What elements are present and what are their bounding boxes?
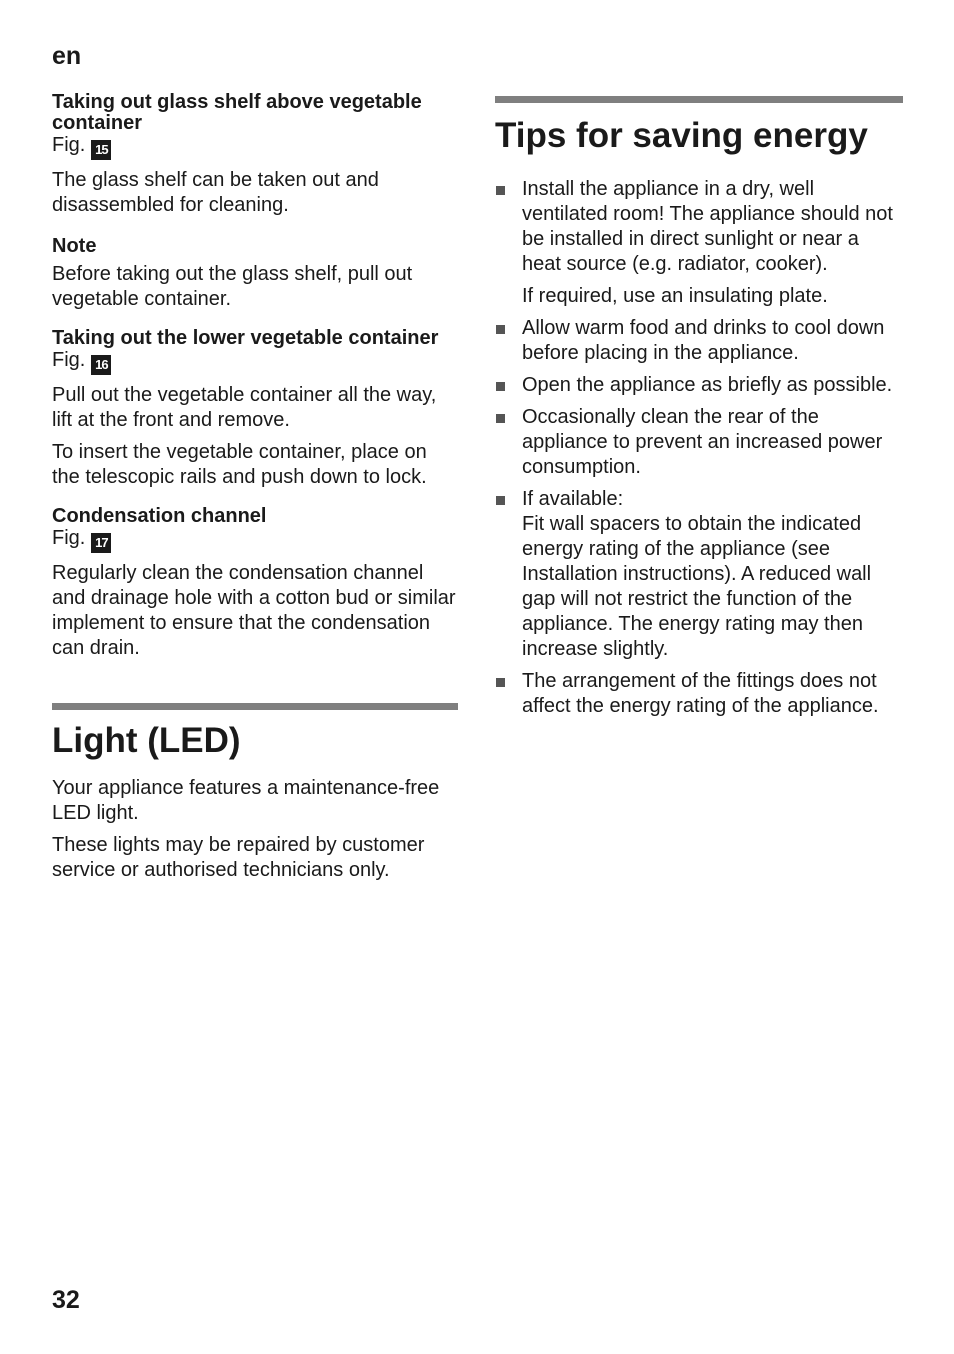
tip-subtext: If required, use an insulating plate.: [522, 285, 828, 307]
list-item: [495, 373, 903, 398]
tip-text: Occasionally clean the rear of the appliance to prevent an increased power consumption.: [522, 406, 883, 478]
bullet-square-icon: [496, 382, 505, 391]
note-title: Note: [52, 235, 97, 257]
tip-text: The arrangement of the fittings does not affect the energy rating of the appliance.: [522, 670, 879, 717]
list-item: [495, 177, 903, 309]
section-divider: [495, 96, 903, 103]
light-title: Light (LED): [52, 721, 241, 760]
lower-container-text-1: Pull out the vegetable container all the way, lift at the front and remove.: [52, 384, 437, 431]
list-item: [495, 316, 903, 366]
lower-container-heading: Taking out the lower vegetable container: [52, 327, 439, 349]
fig-label: Fig.: [52, 349, 86, 371]
bullet-square-icon: [496, 678, 505, 687]
tips-list: [495, 177, 903, 719]
tips-title: Tips for saving energy: [495, 116, 868, 155]
bullet-square-icon: [496, 186, 505, 195]
list-item: [495, 405, 903, 480]
tip-text: Install the appliance in a dry, well ventilated room! The appliance should not be installed in direct sunlight or near a heat source (e.g. radiator, cooker).: [522, 178, 893, 275]
lower-container-figref: [52, 349, 458, 375]
page-number: 32: [52, 1286, 80, 1314]
fig-number-badge: 16: [91, 355, 111, 375]
tip-text: Open the appliance as briefly as possible.: [522, 374, 893, 396]
glass-shelf-figref: [52, 134, 458, 160]
list-item: [495, 669, 903, 719]
fig-label: Fig.: [52, 134, 86, 156]
list-item: [495, 487, 903, 662]
fig-number-badge: 15: [91, 140, 111, 160]
language-code: en: [52, 42, 82, 70]
bullet-square-icon: [496, 496, 505, 505]
right-column: [495, 96, 903, 726]
tip-text: Allow warm food and drinks to cool down before placing in the appliance.: [522, 317, 885, 364]
bullet-square-icon: [496, 325, 505, 334]
light-text-2: These lights may be repaired by customer service or authorised technicians only.: [52, 834, 425, 881]
fig-label: Fig.: [52, 527, 86, 549]
tip-subtext: Fit wall spacers to obtain the indicated energy rating of the appliance (see Installation instructions). A reduced wall gap will not restrict the function of the appliance. The energy rating may then increase slightly.: [522, 513, 872, 660]
bullet-square-icon: [496, 414, 505, 423]
section-divider: [52, 703, 458, 710]
lower-container-text-2: To insert the vegetable container, place on the telescopic rails and push down to lock.: [52, 441, 427, 488]
tip-text: If available:: [522, 488, 624, 510]
light-text-1: Your appliance features a maintenance-free LED light.: [52, 777, 440, 824]
glass-shelf-heading: Taking out glass shelf above vegetable container: [52, 91, 422, 134]
glass-shelf-text: The glass shelf can be taken out and disassembled for cleaning.: [52, 169, 379, 216]
condensation-heading: Condensation channel: [52, 505, 267, 527]
condensation-figref: [52, 527, 458, 553]
condensation-text: Regularly clean the condensation channel and drainage hole with a cotton bud or similar implement to ensure that the condensation can drain.: [52, 562, 456, 659]
note-text: Before taking out the glass shelf, pull out vegetable container.: [52, 263, 413, 310]
fig-number-badge: 17: [91, 533, 111, 553]
left-column: [52, 92, 458, 890]
